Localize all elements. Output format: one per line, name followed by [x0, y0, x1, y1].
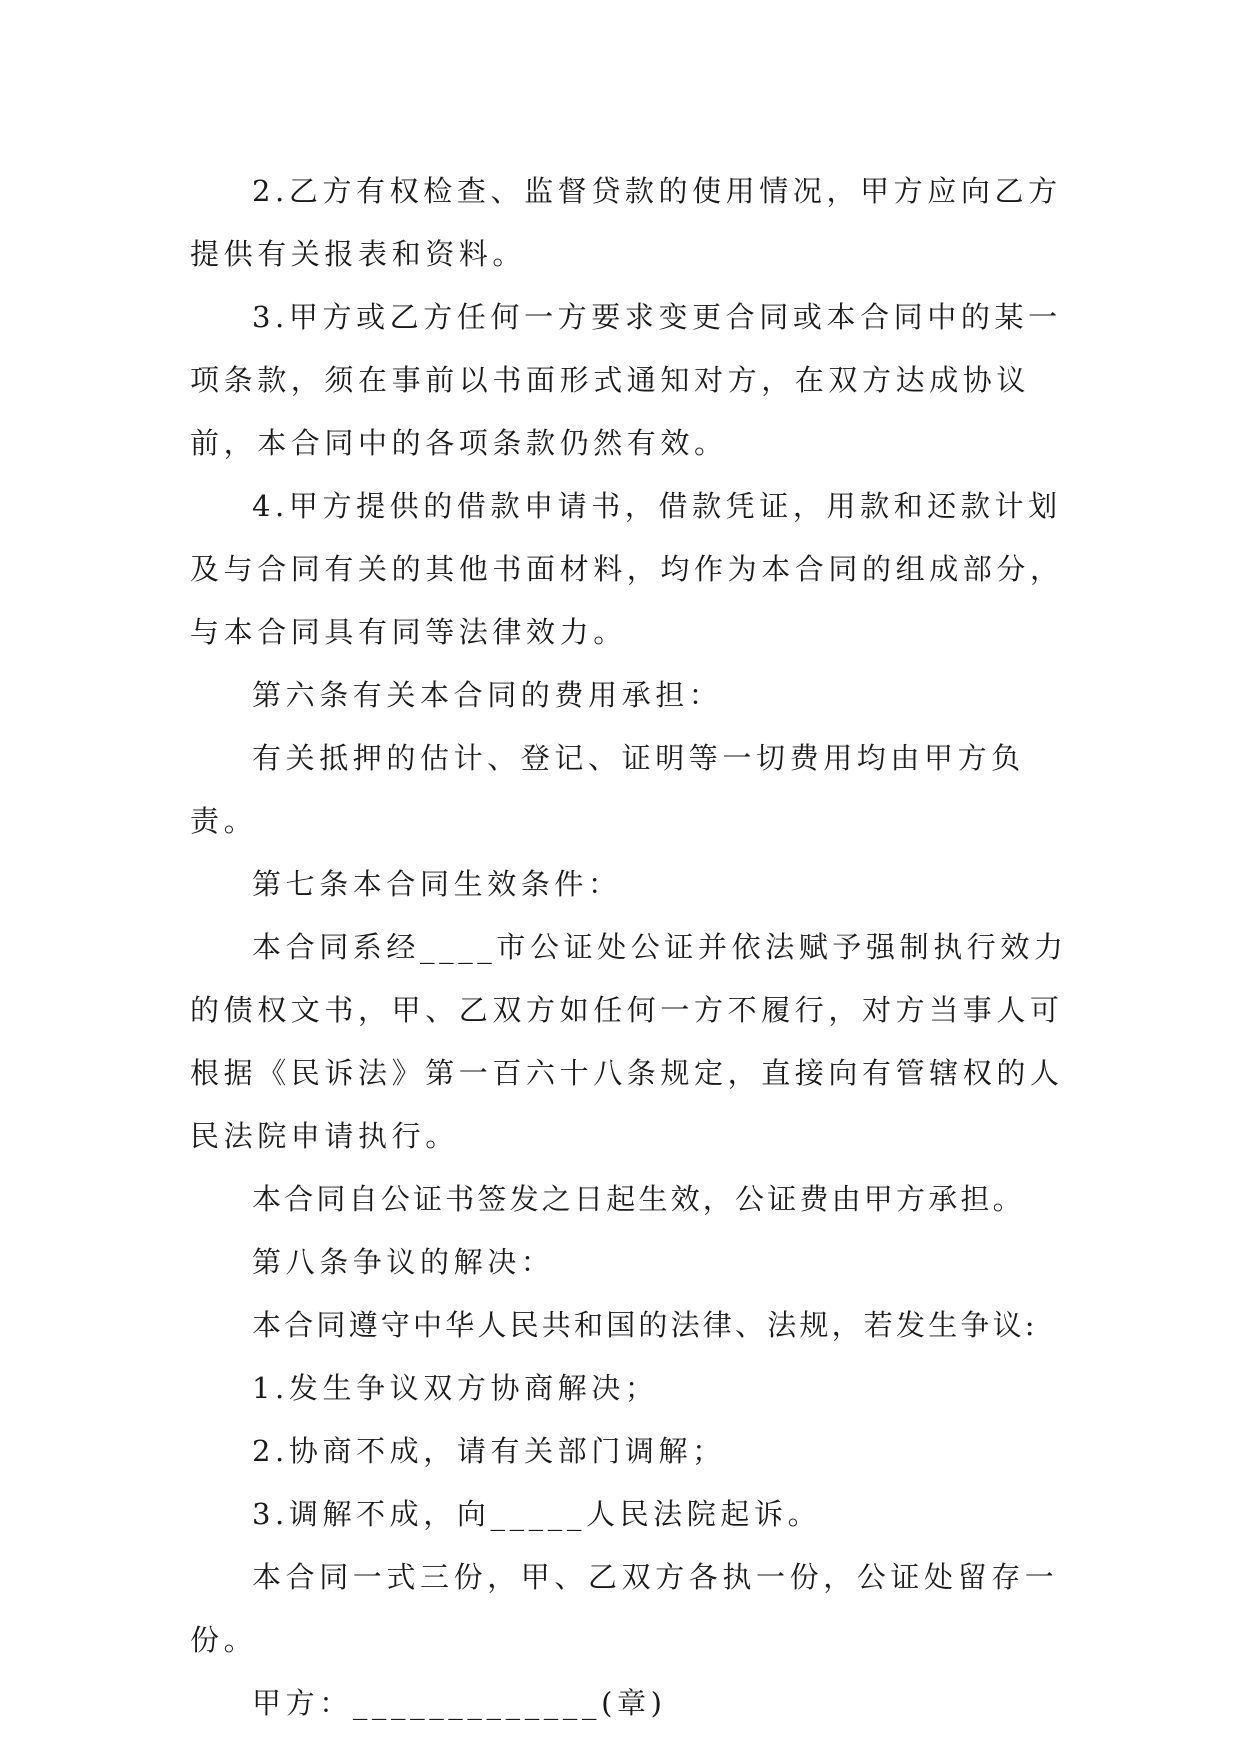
article-6-heading: 第六条有关本合同的费用承担：	[252, 678, 723, 712]
article-8-law: 本合同遵守中华人民共和国的法律、法规，若发生争议:	[252, 1308, 1038, 1342]
clause-4-documents: 4.甲方提供的借款申请书，借款凭证，用款和还款计划及与合同有关的其他书面材料，均作为本合同的组成部分，与本合同具有同等法律效力。	[190, 489, 1064, 649]
party-a-signature-line	[190, 1672, 1070, 1735]
contract-body	[190, 160, 1070, 1735]
signature-blank: _____________	[352, 1686, 602, 1720]
dispute-step-1: 1.发生争议双方协商解决；	[252, 1371, 659, 1405]
clause-3-modification: 3.甲方或乙方任何一方要求变更合同或本合同中的某一项条款，须在事前以书面形式通知对方，在双方达成协议前，本合同中的各项条款仍然有效。	[190, 300, 1062, 460]
article-7-notarization: 本合同系经____市公证处公证并依法赋予强制执行效力的债权文书，甲、乙双方如任何一方不履行，对方当事人可根据《民诉法》第一百六十八条规定，直接向有管辖权的人民法院申请执行。	[190, 930, 1068, 1153]
article-6-body: 有关抵押的估计、登记、证明等一切费用均由甲方负责。	[190, 741, 1025, 838]
article-7-heading: 第七条本合同生效条件：	[252, 867, 622, 901]
party-a-label: 甲方：	[252, 1686, 353, 1720]
clause-2-inspection: 2.乙方有权检查、监督贷款的使用情况，甲方应向乙方提供有关报表和资料。	[190, 174, 1062, 271]
article-8-heading: 第八条争议的解决：	[252, 1245, 555, 1279]
copies-clause: 本合同一式三份，甲、乙双方各执一份，公证处留存一份。	[190, 1560, 1059, 1657]
dispute-step-2: 2.协商不成，请有关部门调解；	[252, 1434, 726, 1468]
dispute-step-3: 3.调解不成，向_____人民法院起诉。	[252, 1497, 822, 1531]
article-7-effective-date: 本合同自公证书签发之日起生效，公证费由甲方承担。	[252, 1182, 1025, 1216]
seal-label: (章)	[601, 1686, 667, 1720]
